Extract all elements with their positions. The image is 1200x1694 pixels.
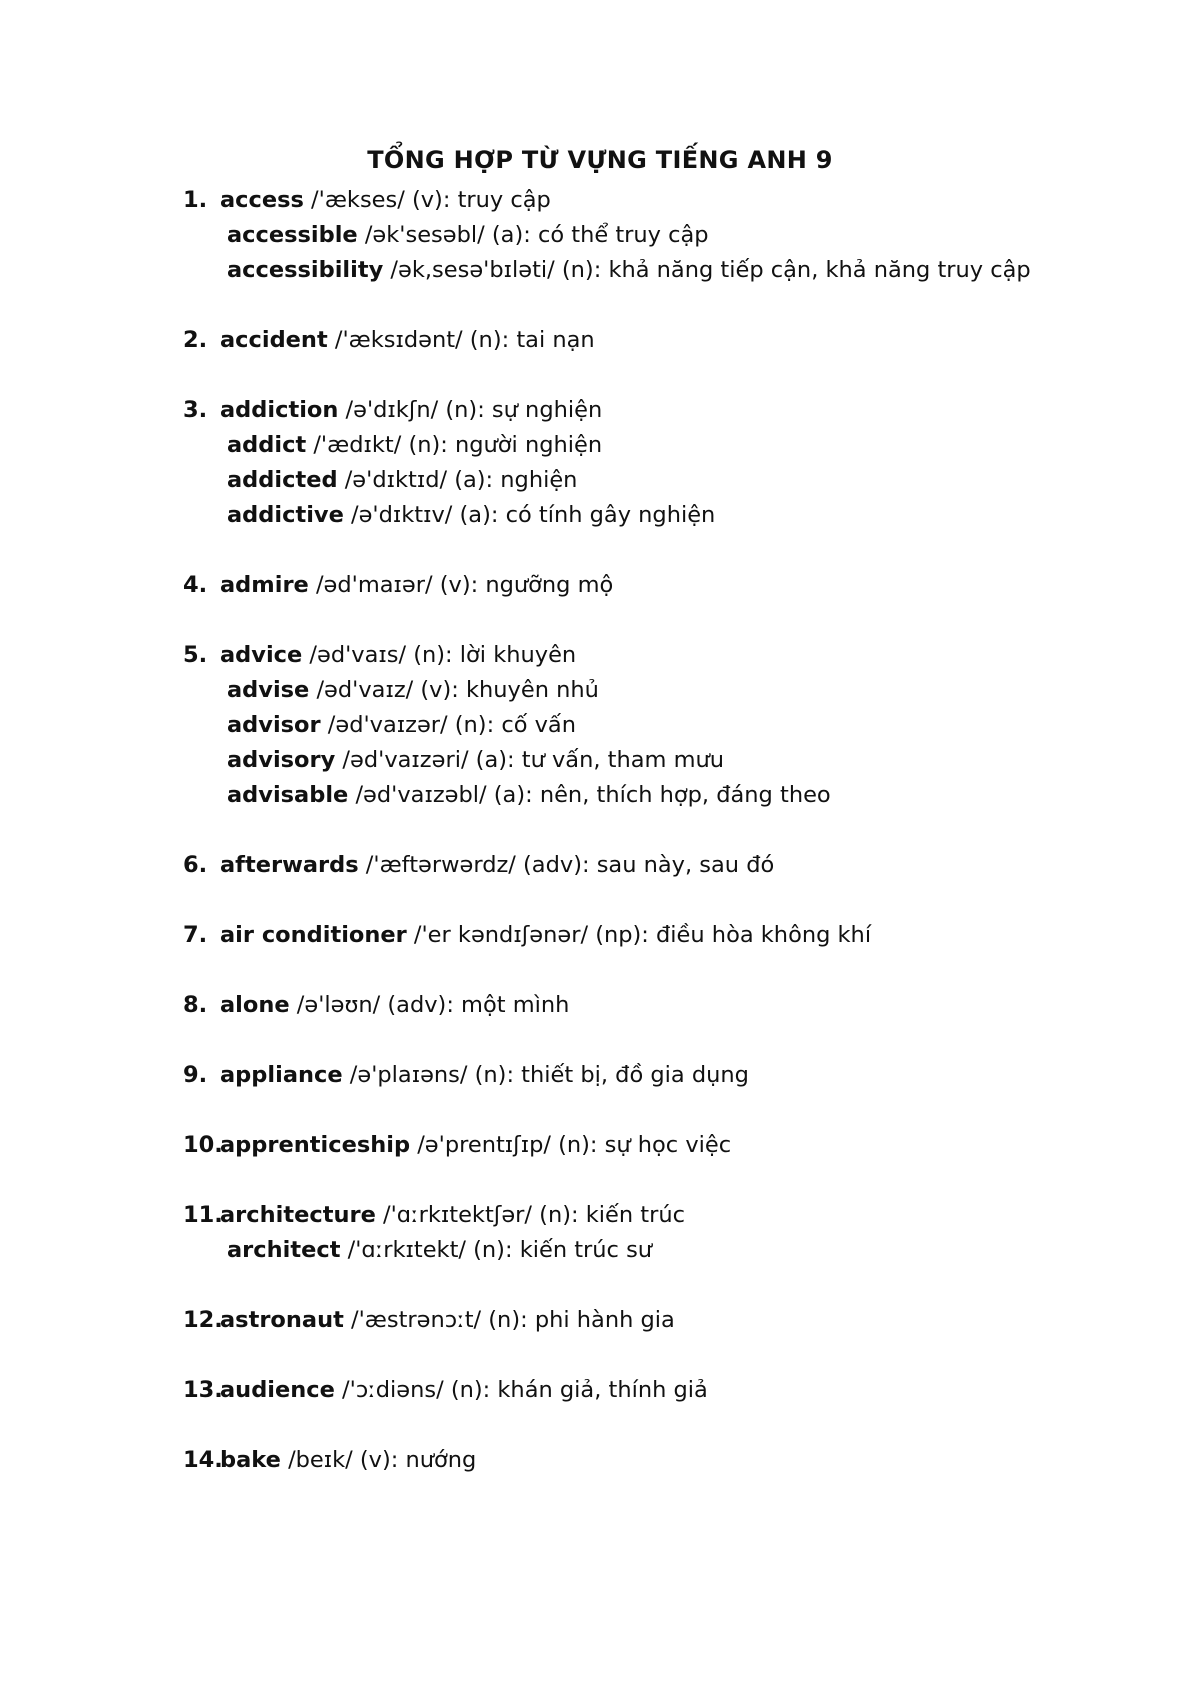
- vocab-entry: [183, 1303, 1143, 1338]
- vocab-definition: /'ɑːrkɪtektʃər/ (n): kiến trúc: [375, 1202, 685, 1228]
- vocab-derived-line: [183, 463, 1143, 498]
- vocab-definition: /'er kəndɪʃənər/ (np): điều hòa không khí: [406, 922, 872, 948]
- vocab-definition: /əd'vaɪzəbl/ (a): nên, thích hợp, đáng theo: [348, 782, 831, 808]
- vocab-definition: /ə'prentɪʃɪp/ (n): sự học việc: [410, 1132, 732, 1158]
- entry-number: 11.: [183, 1202, 223, 1228]
- vocab-definition: /'ædɪkt/ (n): người nghiện: [306, 432, 603, 458]
- entry-number: 6.: [183, 852, 208, 878]
- vocab-derived-line: [183, 708, 1143, 743]
- vocab-derived-line: [183, 673, 1143, 708]
- vocab-word: bake: [220, 1447, 281, 1473]
- vocab-headword-line: [183, 1128, 1143, 1163]
- vocab-definition: /'ɔːdiəns/ (n): khán giả, thính giả: [334, 1377, 708, 1403]
- vocab-definition: /ə'dɪktɪv/ (a): có tính gây nghiện: [343, 502, 716, 528]
- entry-number: 7.: [183, 922, 208, 948]
- vocab-derived-line: [183, 428, 1143, 463]
- vocab-headword-line: [183, 393, 1143, 428]
- entry-number: 5.: [183, 642, 208, 668]
- vocab-word: accessibility: [227, 257, 384, 283]
- vocab-definition: /əd'maɪər/ (v): ngưỡng mộ: [308, 572, 614, 598]
- vocab-definition: /ə'ləʊn/ (adv): một mình: [289, 992, 570, 1018]
- vocab-entry: [183, 638, 1143, 813]
- vocab-entry: [183, 1058, 1143, 1093]
- vocab-headword-line: [183, 638, 1143, 673]
- vocab-headword-line: [183, 1058, 1143, 1093]
- vocab-entry: [183, 918, 1143, 953]
- vocab-word: apprenticeship: [220, 1132, 411, 1158]
- vocab-entry: [183, 393, 1143, 533]
- vocab-word: accident: [220, 327, 328, 353]
- entry-number: 10.: [183, 1132, 223, 1158]
- vocab-derived-line: [183, 218, 1143, 253]
- entry-number: 14.: [183, 1447, 223, 1473]
- vocab-word: architect: [227, 1237, 341, 1263]
- vocab-word: architecture: [220, 1202, 376, 1228]
- vocab-definition: /'æksɪdənt/ (n): tai nạn: [327, 327, 595, 353]
- vocab-definition: /'ɑːrkɪtekt/ (n): kiến trúc sư: [340, 1237, 653, 1263]
- vocab-definition: /əd'vaɪzər/ (n): cố vấn: [320, 712, 576, 738]
- vocab-entry: [183, 1373, 1143, 1408]
- entry-number: 2.: [183, 327, 208, 353]
- vocab-entry: [183, 988, 1143, 1023]
- vocab-headword-line: [183, 1303, 1143, 1338]
- entry-number: 9.: [183, 1062, 208, 1088]
- vocab-word: admire: [220, 572, 309, 598]
- vocab-definition: /ək,sesə'bɪləti/ (n): khả năng tiếp cận, khả năng truy cập: [383, 257, 1031, 283]
- vocab-definition: /beɪk/ (v): nướng: [280, 1447, 477, 1473]
- vocab-derived-line: [183, 498, 1143, 533]
- vocab-entry: [183, 568, 1143, 603]
- vocab-definition: /ə'dɪktɪd/ (a): nghiện: [337, 467, 578, 493]
- vocab-entry: [183, 848, 1143, 883]
- vocab-word: advisory: [227, 747, 336, 773]
- vocab-word: alone: [220, 992, 290, 1018]
- vocab-word: afterwards: [220, 852, 359, 878]
- vocab-entry: [183, 183, 1143, 288]
- vocab-definition: /ək'sesəbl/ (a): có thể truy cập: [357, 222, 709, 248]
- entry-number: 1.: [183, 187, 208, 213]
- vocab-word: access: [220, 187, 304, 213]
- vocab-word: advisable: [227, 782, 349, 808]
- vocab-entry: [183, 1128, 1143, 1163]
- vocab-headword-line: [183, 918, 1143, 953]
- vocab-derived-line: [183, 778, 1143, 813]
- vocab-headword-line: [183, 1373, 1143, 1408]
- vocab-headword-line: [183, 988, 1143, 1023]
- vocab-word: addictive: [227, 502, 344, 528]
- entry-number: 12.: [183, 1307, 223, 1333]
- vocab-word: addict: [227, 432, 307, 458]
- vocab-word: audience: [220, 1377, 335, 1403]
- vocab-word: addicted: [227, 467, 338, 493]
- vocab-word: advice: [220, 642, 303, 668]
- entry-number: 8.: [183, 992, 208, 1018]
- entry-number: 4.: [183, 572, 208, 598]
- vocab-definition: /ə'dɪkʃn/ (n): sự nghiện: [338, 397, 603, 423]
- vocab-word: astronaut: [220, 1307, 344, 1333]
- vocab-word: appliance: [220, 1062, 343, 1088]
- vocab-headword-line: [183, 1443, 1143, 1478]
- vocab-headword-line: [183, 848, 1143, 883]
- vocab-definition: /'ækses/ (v): truy cập: [303, 187, 551, 213]
- vocab-entry: [183, 323, 1143, 358]
- vocab-word: advise: [227, 677, 310, 703]
- vocab-entry: [183, 1443, 1143, 1478]
- vocab-definition: /'æftərwərdz/ (adv): sau này, sau đó: [358, 852, 775, 878]
- vocab-headword-line: [183, 183, 1143, 218]
- vocab-word: air conditioner: [220, 922, 407, 948]
- vocab-definition: /'æstrənɔːt/ (n): phi hành gia: [343, 1307, 675, 1333]
- vocab-word: addiction: [220, 397, 339, 423]
- vocab-derived-line: [183, 253, 1143, 288]
- vocab-word: advisor: [227, 712, 321, 738]
- page-title: TỔNG HỢP TỪ VỰNG TIẾNG ANH 9: [367, 146, 833, 174]
- vocab-headword-line: [183, 323, 1143, 358]
- vocab-definition: /əd'vaɪzəri/ (a): tư vấn, tham mưu: [335, 747, 725, 773]
- vocab-derived-line: [183, 1233, 1143, 1268]
- vocab-definition: /əd'vaɪs/ (n): lời khuyên: [302, 642, 577, 668]
- vocab-definition: /ə'plaɪəns/ (n): thiết bị, đồ gia dụng: [342, 1062, 749, 1088]
- entry-number: 3.: [183, 397, 208, 423]
- vocab-derived-line: [183, 743, 1143, 778]
- entry-number: 13.: [183, 1377, 223, 1403]
- vocab-word: accessible: [227, 222, 358, 248]
- vocabulary-list: [183, 183, 1143, 1513]
- vocab-entry: [183, 1198, 1143, 1268]
- vocab-headword-line: [183, 1198, 1143, 1233]
- vocab-headword-line: [183, 568, 1143, 603]
- vocab-definition: /əd'vaɪz/ (v): khuyên nhủ: [309, 677, 599, 703]
